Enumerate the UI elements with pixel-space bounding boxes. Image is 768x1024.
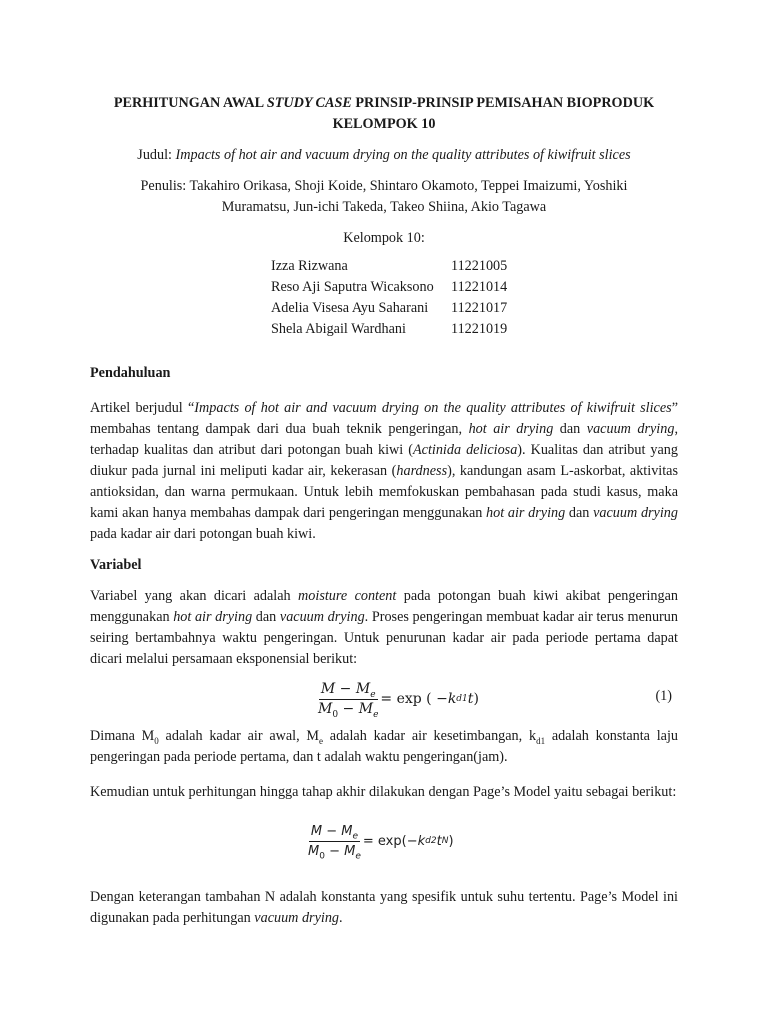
member-row xyxy=(271,298,678,319)
member-name: Adelia Visesa Ayu Saharani xyxy=(271,300,429,316)
member-row xyxy=(271,319,678,340)
member-table xyxy=(271,256,678,340)
member-name: Reso Aji Saputra Wicaksono xyxy=(271,279,434,295)
equation-1 xyxy=(90,678,678,720)
title-italic: STUDY CASE xyxy=(266,95,352,111)
pendahuluan-heading: Pendahuluan xyxy=(90,365,171,381)
penulis-line2: Muramatsu, Jun-ichi Takeda, Takeo Shiina, Akio Tagawa xyxy=(221,199,547,215)
penulis-line1: Penulis: Takahiro Orikasa, Shoji Koide, Shintaro Okamoto, Teppei Imaizumi, Yoshiki xyxy=(140,178,628,194)
member-id: 11221017 xyxy=(451,300,508,316)
member-row xyxy=(271,256,678,277)
member-id: 11221019 xyxy=(451,321,508,337)
dimana-paragraph: Dimana $M_0$ adalah kadar air awal, $M_e$ adalah kadar air kesetimbangan, $k_{d1}$ adalah konstanta laju pengeringan pada periode pertama, dan t adalah waktu pengeringan(jam). xyxy=(90,728,679,765)
equation-1-fraction: $\frac{M - M_e}{M_0 - M_e}$ xyxy=(318,680,379,720)
kemudian-paragraph: Kemudian untuk perhitungan hingga tahap akhir dilakukan dengan Page’s Model yaitu sebagai berikut: xyxy=(90,784,677,800)
penulis-block xyxy=(90,176,678,218)
equation-1-number: (1) xyxy=(655,688,672,704)
title-text: PERHITUNGAN AWAL xyxy=(113,95,267,111)
member-name: Izza Rizwana xyxy=(271,258,348,274)
title-group: KELOMPOK 10 xyxy=(332,116,436,132)
kelompok-label: Kelompok 10: xyxy=(343,230,425,246)
equation-1-formula: $\frac{M - M_e}{M_0 - M_e}$ = exp ( − k d1 t ) xyxy=(318,680,479,720)
judul-label: Judul: xyxy=(137,147,176,163)
member-row xyxy=(271,277,678,298)
variabel-paragraph: Variabel yang akan dicari adalah moisture content pada potongan buah kiwi akibat pengeringan menggunakan hot air drying dan vacuum drying. Proses pengeringan membuat kadar air terus menurun seiring bertambahnya waktu pengeringan. Untuk penurunan kadar air pada periode pertama dapat dicari melalui persamaan eksponensial berikut: xyxy=(90,588,679,667)
pendahuluan-paragraph: Artikel berjudul “Impacts of hot air and vacuum drying on the quality attributes of kiwifruit slices” membahas tentang dampak dari dua buah teknik pengeringan, hot air drying dan vacuum drying, terhadap kualitas dan atribut dari potongan buah kiwi (Actinida deliciosa). Kualitas dan atribut yang diukur pada jurnal ini meliputi kadar air, kekerasan (hardness), kandungan asam L-askorbat, aktivitas antioksidan, dan warna permukaan. Untuk lebih memfokuskan pembahasan pada studi kasus, maka kami akan hanya membahas dampak dari pengeringan menggunakan hot air drying dan vacuum drying pada kadar air dari potongan buah kiwi. xyxy=(90,400,678,542)
document-body xyxy=(90,93,678,929)
judul-line xyxy=(90,145,678,166)
member-name: Shela Abigail Wardhani xyxy=(271,321,406,337)
equation-2-formula: $\frac{M - M_e}{M_0 - M_e}$ = exp(− k d2 t N ) xyxy=(308,823,454,862)
variabel-heading: Variabel xyxy=(90,557,142,573)
document-title xyxy=(90,93,678,135)
title-text-end: PRINSIP-PRINSIP PEMISAHAN BIOPRODUK xyxy=(351,95,655,111)
member-id: 11221005 xyxy=(451,258,508,274)
member-id: 11221014 xyxy=(451,279,508,295)
equation-2 xyxy=(90,819,678,863)
equation-2-fraction: $\frac{M - M_e}{M_0 - M_e}$ xyxy=(308,823,361,862)
judul-value: Impacts of hot air and vacuum drying on the quality attributes of kiwifruit slices xyxy=(175,147,631,163)
penutup-paragraph: Dengan keterangan tambahan N adalah konstanta yang spesifik untuk suhu tertentu. Page’s Model ini digunakan pada perhitungan vacuum drying. xyxy=(90,889,678,926)
